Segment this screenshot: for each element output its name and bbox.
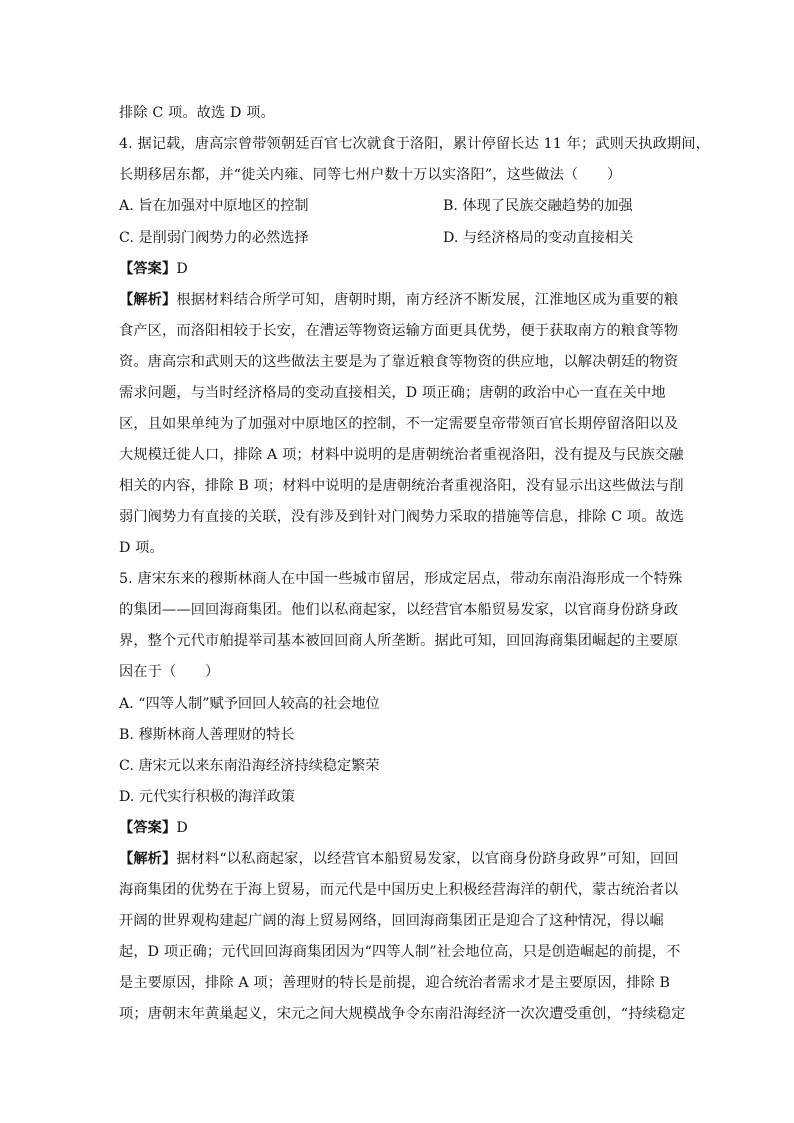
q5-stem-line-4: 因在于（ ） [119, 664, 220, 680]
q4-answer-value: D [176, 261, 188, 277]
q5-analysis-text-1: 据材料“以私商起家，以经营官本船贸易发家，以官商身份跻身政界”可知，回回 [176, 851, 679, 867]
q5-analysis-line-4: 起，D 项正确；元代回回海商集团因为“四等人制”社会地位高，只是创造崛起的前提，不 [119, 944, 681, 960]
q5-answer-tag: 【答案】 [119, 820, 177, 836]
q4-analysis-line-1 [119, 290, 678, 310]
q4-analysis-line-8: 弱门阀势力有直接的关联，没有涉及到针对门阀势力采取的措施等信息，排除 C 项。故选 [119, 509, 685, 525]
q5-stem-line-3: 界，整个元代市舶提举司基本被回回商人所垄断。据此可知，回回海商集团崛起的主要原 [119, 633, 679, 649]
q5-analysis-line-2: 海商集团的优势在于海上贸易，而元代是中国历史上积极经营海洋的朝代，蒙古统治者以 [119, 882, 679, 898]
q4-answer [119, 259, 188, 279]
q5-analysis-line-3: 开阔的世界观构建起广阔的海上贸易网络，回回海商集团正是迎合了这种情况，得以崛 [119, 913, 664, 929]
q4-analysis-line-2: 食产区，而洛阳相较于长安，在漕运等物资运输方面更具优势，便于获取南方的粮食等物 [119, 323, 679, 339]
q5-analysis-line-1 [119, 849, 679, 869]
q4-analysis-tag: 【解析】 [119, 292, 177, 308]
q5-option-c: C. 唐宋元以来东南沿海经济持续稳定繁荣 [119, 758, 380, 774]
q4-analysis-text-1: 根据材料结合所学可知，唐朝时期，南方经济不断发展，江淮地区成为重要的粮 [176, 292, 679, 308]
q4-option-b: B. 体现了民族交融趋势的加强 [443, 198, 633, 214]
q5-option-b: B. 穆斯林商人善理财的特长 [119, 727, 295, 743]
q4-stem-line-2: 长期移居东都，并“徙关内雍、同等七州户数十万以实洛阳”，这些做法（ ） [119, 167, 622, 183]
q5-option-d: D. 元代实行积极的海洋政策 [119, 789, 295, 805]
q5-analysis-line-6: 项；唐朝末年黄巢起义，宋元之间大规模战争令东南沿海经济一次次遭受重创，“持续稳定 [119, 1006, 686, 1022]
q4-analysis-line-5: 区，且如果单纯为了加强对中原地区的控制，不一定需要皇帝带领百官长期停留洛阳以及 [119, 416, 679, 432]
q4-stem-line-1: 4. 据记载，唐高宗曾带领朝廷百官七次就食于洛阳，累计停留长达 11 年；武则天执政期间， [119, 136, 710, 152]
q5-stem-line-2: 的集团——回回海商集团。他们以私商起家，以经营官本船贸易发家，以官商身份跻身政 [119, 602, 679, 618]
q3-conclusion: 排除 C 项。故选 D 项。 [119, 105, 275, 121]
q4-analysis-line-7: 相关的内容，排除 B 项；材料中说明的是唐朝统治者重视洛阳，没有显示出这些做法与削 [119, 478, 684, 494]
q4-answer-tag: 【答案】 [119, 261, 177, 277]
q4-analysis-line-6: 大规模迁徙人口，排除 A 项；材料中说明的是唐朝统治者重视洛阳，没有提及与民族交融 [119, 447, 684, 463]
q4-analysis-line-3: 资。唐高宗和武则天的这些做法主要是为了靠近粮食等物资的供应地，以解决朝廷的物资 [119, 354, 679, 370]
q4-option-c: C. 是削弱门阀势力的必然选择 [119, 230, 309, 246]
q4-option-a: A. 旨在加强对中原地区的控制 [119, 198, 309, 214]
q4-option-d: D. 与经济格局的变动直接相关 [443, 230, 634, 246]
q5-answer-value: D [176, 820, 188, 836]
q4-analysis-line-4: 需求问题，与当时经济格局的变动直接相关，D 项正确；唐朝的政治中心一直在关中地 [119, 385, 666, 401]
q4-analysis-line-9: D 项。 [119, 540, 164, 556]
q5-stem-line-1: 5. 唐宋东来的穆斯林商人在中国一些城市留居，形成定居点，带动东南沿海形成一个特殊 [119, 571, 683, 587]
q5-analysis-line-5: 是主要原因，排除 A 项；善理财的特长是前提，迎合统治者需求才是主要原因，排除 B [119, 975, 671, 991]
q5-analysis-tag: 【解析】 [119, 851, 177, 867]
q5-answer [119, 818, 188, 838]
q5-option-a: A. “四等人制”赋予回回人较高的社会地位 [119, 696, 380, 712]
